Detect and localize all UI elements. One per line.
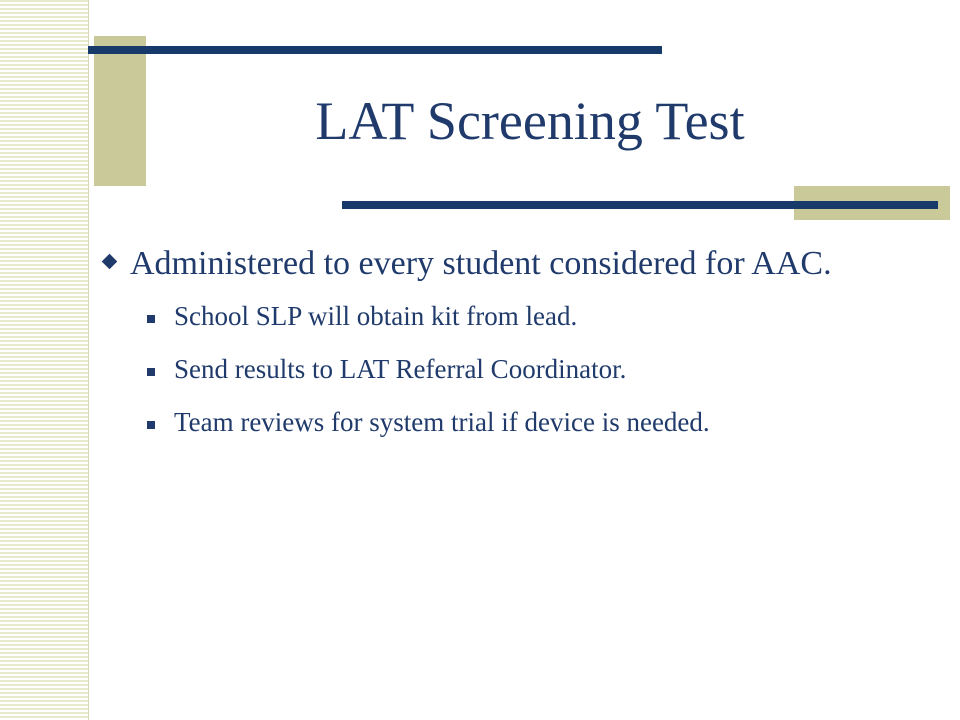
slide-title: LAT Screening Test: [315, 91, 745, 151]
sub-bullet-text: Send results to LAT Referral Coordinator.: [174, 354, 627, 384]
sub-bullet-item: [98, 404, 814, 441]
sub-bullet-text: Team reviews for system trial if device is needed.: [174, 407, 710, 437]
diamond-bullet-icon: [102, 254, 118, 270]
decorative-stripe-band: [0, 0, 89, 720]
decorative-tan-block-left: [94, 36, 146, 186]
sub-bullet-item: [98, 351, 814, 388]
bullet-text: Administered to every student considered for AAC.: [130, 245, 832, 282]
square-bullet-icon: [147, 315, 155, 323]
sub-bullet-text: School SLP will obtain kit from lead.: [174, 301, 578, 331]
sub-bullet-item: [98, 298, 814, 335]
bullet-item: [98, 240, 918, 288]
decorative-navy-line-mid: [342, 201, 938, 209]
square-bullet-icon: [147, 421, 155, 429]
square-bullet-icon: [147, 368, 155, 376]
decorative-navy-line-top: [88, 46, 662, 54]
slide-body: [98, 240, 918, 457]
